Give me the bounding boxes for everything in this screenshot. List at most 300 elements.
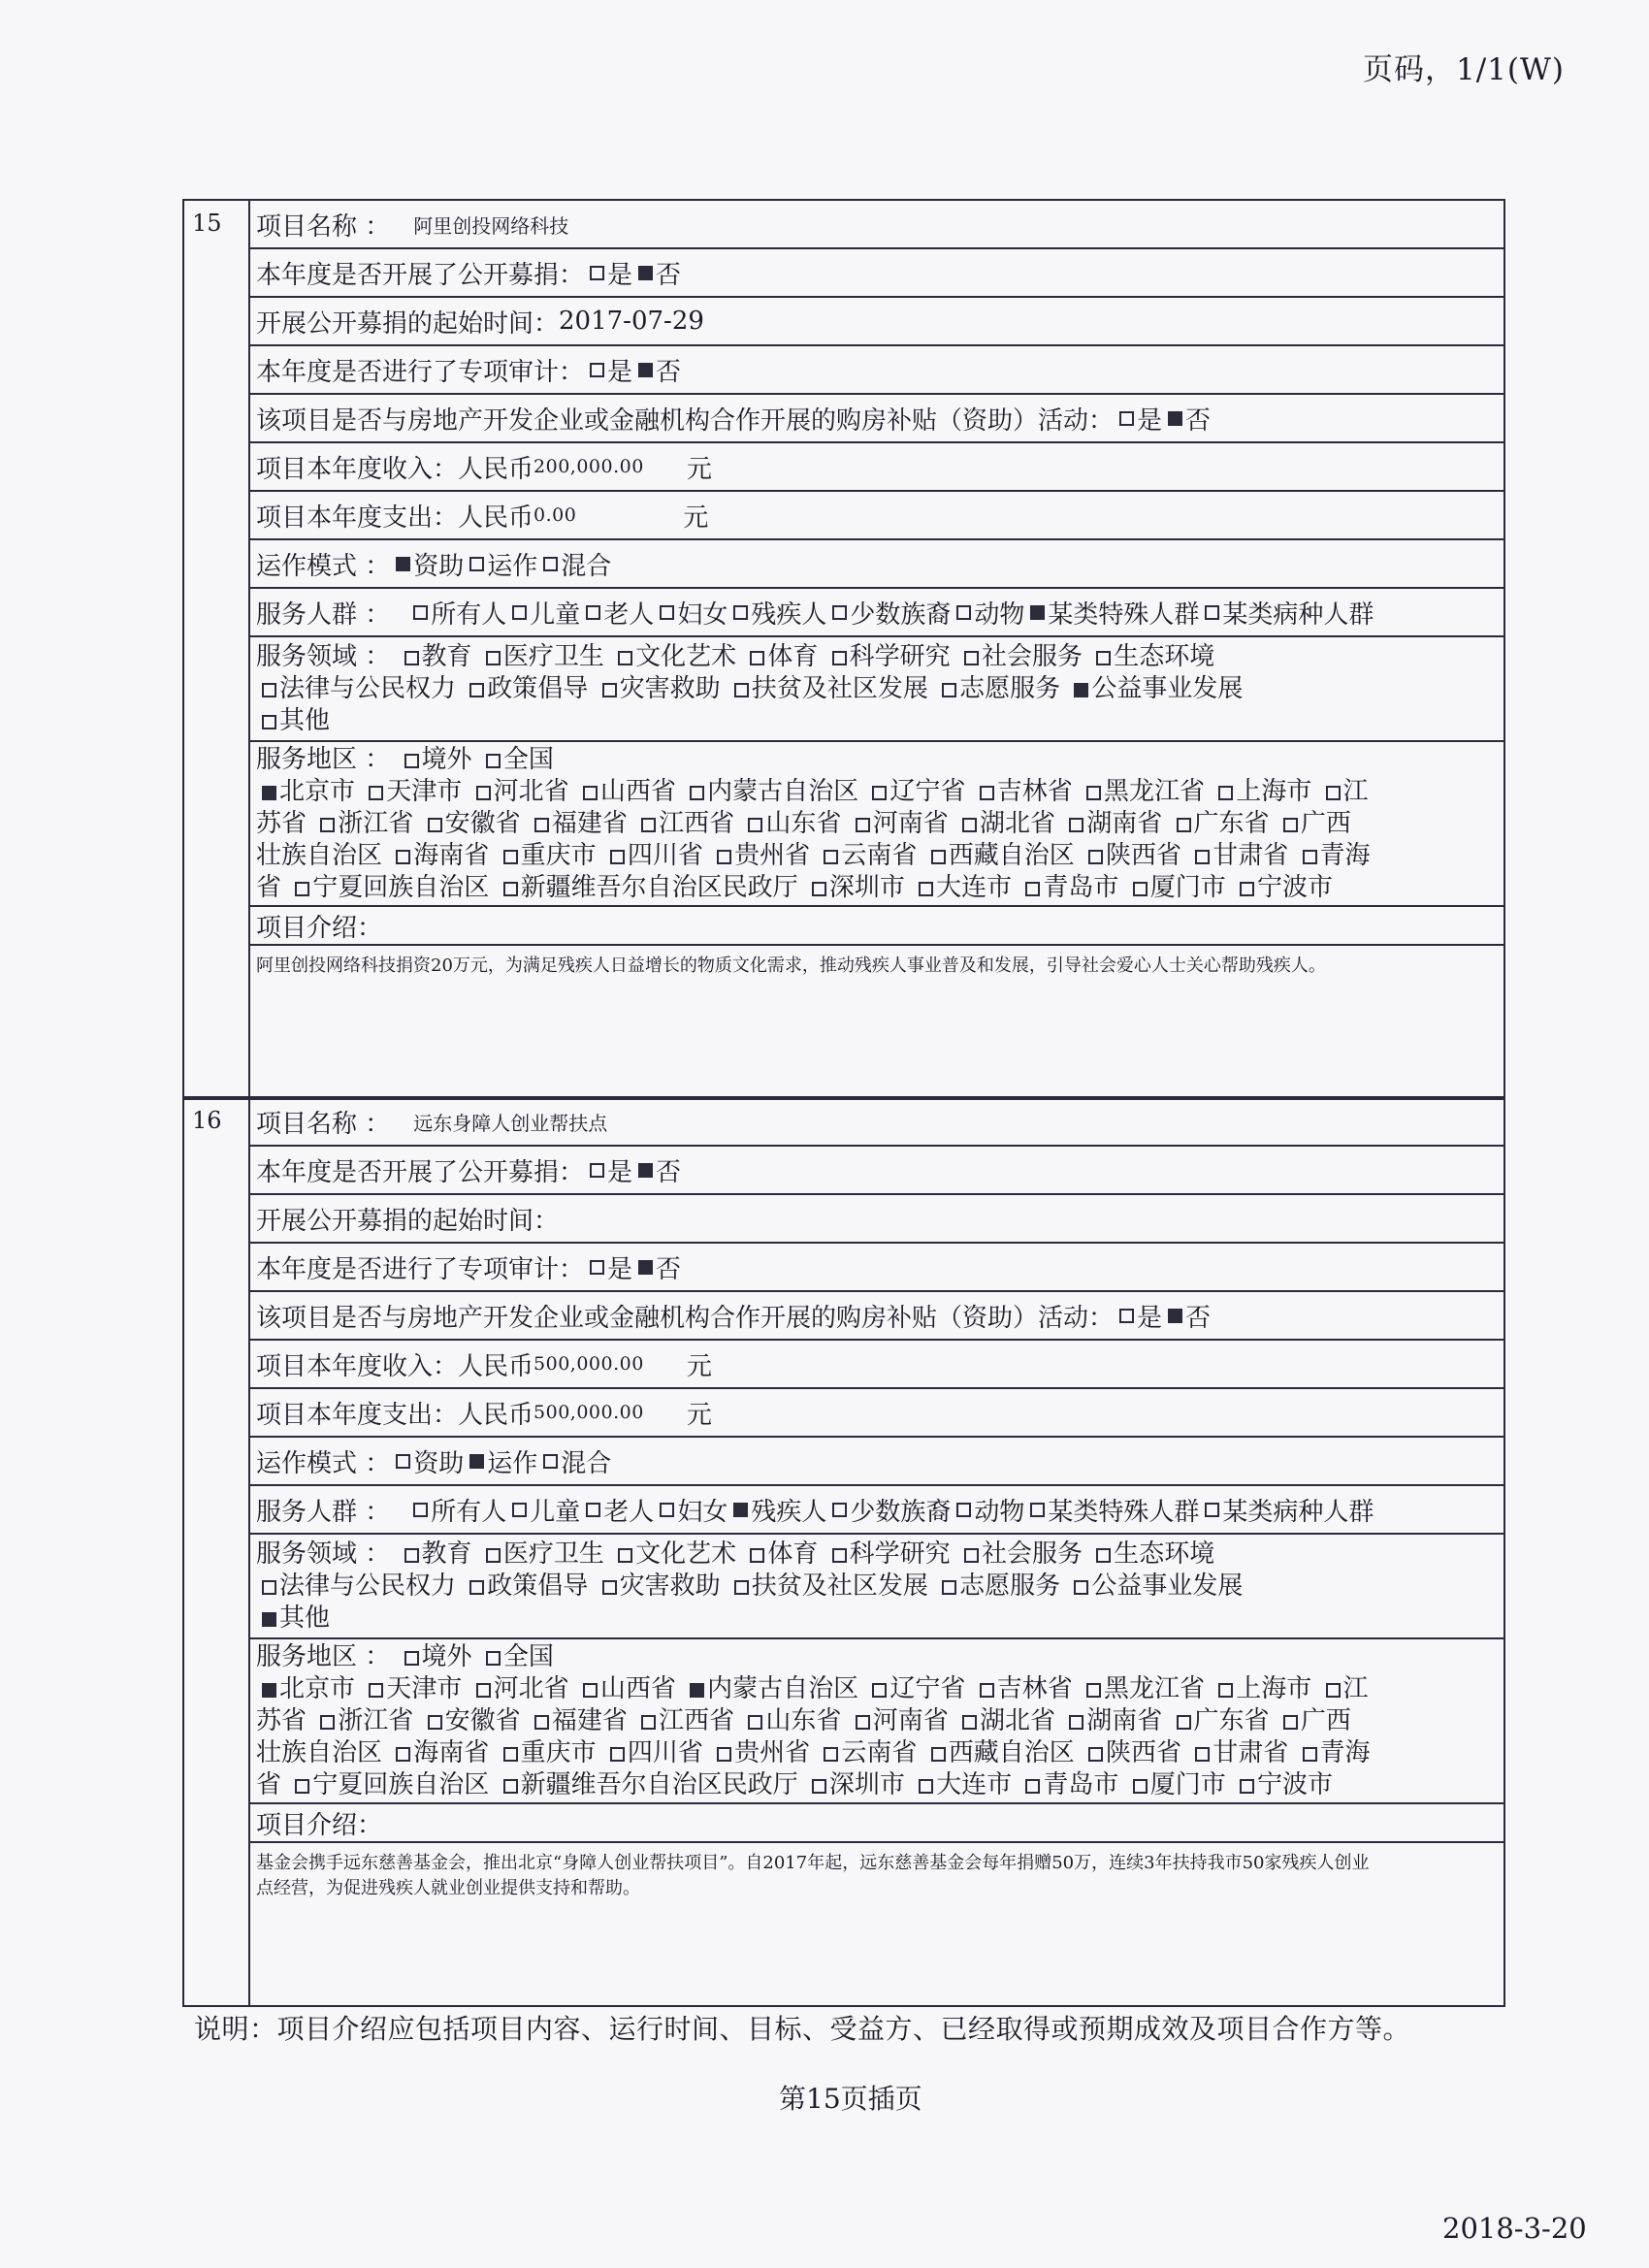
field-checkbox[interactable] [964,651,979,665]
region-checkbox[interactable] [641,818,656,832]
region-option: 宁夏回族自治区 [312,1769,490,1799]
no-label: 否 [656,357,682,387]
region-option: 青岛市 [1043,1769,1119,1799]
fundraising-start-row [250,298,1504,346]
field-option: 其他 [279,1603,331,1633]
region-checkbox[interactable] [931,850,946,864]
region-option: 福建省 [551,808,628,838]
region-option: 辽宁省 [889,776,966,806]
yes-label: 是 [1137,1303,1163,1333]
income-value: 200,000.00 [534,456,644,477]
region-option: 湖北省 [979,1705,1055,1735]
region-checkbox[interactable] [583,786,598,800]
project-name-row [250,1098,1504,1147]
checkbox-no[interactable] [1168,411,1182,426]
region-checkbox[interactable] [369,1683,383,1698]
special-audit-label: 本年度是否进行了专项审计： [256,1254,585,1284]
introduction-row [250,946,1504,1098]
field-checkbox[interactable] [404,651,419,665]
group-option: 老人 [603,599,655,630]
region-option: 青岛市 [1043,872,1119,902]
mode-checkbox-2[interactable] [543,1454,558,1469]
region-checkbox[interactable] [1240,1779,1254,1794]
expense-value: 500,000.00 [534,1402,644,1423]
region-checkbox[interactable] [428,1715,442,1730]
region-checkbox[interactable] [610,1747,625,1762]
region-checkbox[interactable] [1069,1715,1083,1730]
yes-label: 是 [607,1157,633,1187]
introduction-text: 阿里创投网络科技捐资20万元，为满足残疾人日益增长的物质文化需求，推动残疾人事业普及和发展，引导社会爱心人士关心帮助残疾人。 [256,956,1326,976]
region-option: 浙江省 [338,808,414,838]
field-checkbox[interactable] [1096,651,1111,665]
region-option: 厦门市 [1149,872,1226,902]
field-option: 法律与公民权力 [279,673,457,703]
yes-label: 是 [1137,405,1163,436]
field-option: 灾害救助 [619,1571,721,1601]
checkbox-yes[interactable] [1119,411,1134,426]
field-checkbox[interactable] [486,651,501,665]
service-group-row [250,589,1504,637]
group-checkbox[interactable] [512,1503,527,1517]
region-checkbox[interactable] [1326,1683,1341,1698]
field-checkbox[interactable] [262,715,276,729]
field-checkbox[interactable] [1074,683,1088,697]
region-checkbox[interactable] [295,882,309,896]
region-checkbox[interactable] [856,818,870,832]
group-checkbox[interactable] [1205,605,1219,620]
mode-option: 混合 [561,1448,612,1478]
region-checkbox[interactable] [1086,1683,1101,1698]
field-checkbox[interactable] [486,1548,501,1563]
region-checkbox[interactable] [1025,1779,1040,1794]
region-checkbox[interactable] [980,1683,994,1698]
region-checkbox[interactable] [1025,882,1040,896]
mode-checkbox-1[interactable] [469,557,484,571]
group-option: 某类病种人群 [1222,599,1374,630]
special-audit-row [250,1244,1504,1292]
field-option: 法律与公民权力 [279,1571,457,1601]
mode-option: 运作 [487,551,538,581]
field-checkbox[interactable] [1096,1548,1111,1563]
group-checkbox[interactable] [733,605,748,620]
introduction-label: 项目介绍： [256,913,383,943]
region-option: 江西省 [659,1705,735,1735]
region-option: 河北省 [493,1673,569,1703]
region-option: 云南省 [841,840,918,870]
region-option: 江西省 [659,808,735,838]
yes-label: 是 [607,357,633,387]
project-block-15 [182,199,1505,1100]
checkbox-no[interactable] [1168,1309,1182,1323]
region-checkbox[interactable] [262,786,276,800]
checkbox-yes[interactable] [590,266,604,280]
introduction-row [250,1843,1504,2005]
region-option: 四川省 [627,840,703,870]
field-option: 志愿服务 [959,673,1061,703]
area-checkbox[interactable] [404,754,419,768]
introduction-label: 项目介绍： [256,1810,383,1840]
region-checkbox[interactable] [476,1683,491,1698]
field-checkbox[interactable] [602,1580,617,1595]
region-option: 云南省 [841,1737,918,1767]
housing-subsidy-row [250,1292,1504,1341]
region-option: 安徽省 [444,1705,521,1735]
region-checkbox[interactable] [980,786,994,800]
region-option: 福建省 [551,1705,628,1735]
project-name-label: 项目名称 ： [256,1109,391,1139]
fundraising-start-label: 开展公开募捐的起始时间： [256,1206,560,1236]
region-option: 大连市 [936,1769,1013,1799]
service-field-label: 服务领域 ： [256,1539,391,1569]
region-option: 海南省 [413,1737,490,1767]
region-option: 海南省 [413,840,490,870]
no-label: 否 [1185,1303,1212,1333]
region-checkbox[interactable] [503,1747,518,1762]
area-option: 全国 [502,744,554,774]
region-option: 江 [1342,776,1369,806]
service-area-row [250,742,1504,907]
field-checkbox[interactable] [750,1548,764,1563]
expense-value: 0.00 [534,504,577,526]
project-name-row [250,201,1504,249]
income-row [250,443,1504,492]
expense-label: 项目本年度支出：人民币 [256,502,534,533]
group-checkbox[interactable] [956,1503,971,1517]
mode-option: 混合 [561,551,612,581]
region-checkbox[interactable] [1218,1683,1233,1698]
region-checkbox[interactable] [476,786,491,800]
region-option: 黑龙江省 [1103,1673,1205,1703]
group-checkbox[interactable] [660,605,674,620]
region-checkbox[interactable] [1133,1779,1148,1794]
income-label: 项目本年度收入：人民币 [256,454,534,484]
field-option: 政策倡导 [487,673,589,703]
region-checkbox[interactable] [919,1779,933,1794]
region-checkbox[interactable] [812,1779,826,1794]
region-option: 上海市 [1236,1673,1312,1703]
region-option: 甘肃省 [1212,1737,1289,1767]
region-option: 内蒙古自治区 [707,1673,859,1703]
field-checkbox[interactable] [750,651,764,665]
region-checkbox[interactable] [690,1683,704,1698]
group-checkbox[interactable] [733,1503,748,1517]
service-group-row [250,1486,1504,1535]
group-option: 儿童 [530,1497,581,1527]
field-checkbox[interactable] [734,1580,749,1595]
region-option: 陕西省 [1105,840,1181,870]
region-option: 省 [256,872,282,902]
region-checkbox[interactable] [610,850,625,864]
region-checkbox[interactable] [872,1683,887,1698]
region-checkbox[interactable] [1218,786,1233,800]
region-checkbox[interactable] [295,1779,309,1794]
group-option: 少数族裔 [850,1497,952,1527]
project-name-value: 远东身障人创业帮扶点 [413,1111,608,1135]
mode-option: 资助 [413,1448,465,1478]
region-option: 广西 [1300,1705,1351,1735]
operation-mode-label: 运作模式 ： [256,551,391,581]
region-checkbox[interactable] [262,1683,276,1698]
field-checkbox[interactable] [469,1580,484,1595]
region-checkbox[interactable] [503,882,518,896]
region-option: 辽宁省 [889,1673,966,1703]
checkbox-yes[interactable] [590,1260,604,1275]
region-option: 四川省 [627,1737,703,1767]
group-checkbox[interactable] [512,605,527,620]
income-value: 500,000.00 [534,1353,644,1375]
checkbox-no[interactable] [638,363,653,377]
field-option: 志愿服务 [959,1571,1061,1601]
field-checkbox[interactable] [1074,1580,1088,1595]
region-checkbox[interactable] [856,1715,870,1730]
region-option: 河南省 [872,808,949,838]
mode-checkbox-0[interactable] [396,557,410,571]
project-name-label: 项目名称 ： [256,211,391,242]
page-code: 页码，1/1(W) [1363,52,1565,87]
currency-unit: 元 [686,1400,712,1430]
field-checkbox[interactable] [618,1548,632,1563]
currency-unit: 元 [686,1351,712,1381]
region-checkbox[interactable] [503,850,518,864]
region-checkbox[interactable] [1326,786,1341,800]
checkbox-yes[interactable] [1119,1309,1134,1323]
region-checkbox[interactable] [583,1683,598,1698]
yes-label: 是 [607,260,633,290]
region-checkbox[interactable] [369,786,383,800]
field-option: 科学研究 [849,641,951,671]
region-checkbox[interactable] [717,850,731,864]
field-checkbox[interactable] [404,1548,419,1563]
region-option: 山西省 [599,1673,676,1703]
region-checkbox[interactable] [962,818,977,832]
region-checkbox[interactable] [872,786,887,800]
region-checkbox[interactable] [1195,850,1210,864]
mode-checkbox-1[interactable] [469,1454,484,1469]
region-checkbox[interactable] [320,818,335,832]
checkbox-no[interactable] [638,1260,653,1275]
region-checkbox[interactable] [534,818,549,832]
region-option: 山东省 [765,808,842,838]
field-checkbox[interactable] [832,1548,847,1563]
field-option: 社会服务 [981,1539,1083,1569]
housing-subsidy-label: 该项目是否与房地产开发企业或金融机构合作开展的购房补贴（资助）活动： [256,1303,1115,1333]
field-option: 生态环境 [1114,1539,1215,1569]
region-option: 苏省 [256,1705,307,1735]
region-checkbox[interactable] [1133,882,1148,896]
region-checkbox[interactable] [962,1715,977,1730]
field-option: 灾害救助 [619,673,721,703]
area-option: 境外 [421,1641,472,1671]
field-checkbox[interactable] [832,651,847,665]
group-checkbox[interactable] [1030,1503,1045,1517]
region-checkbox[interactable] [1303,850,1317,864]
region-checkbox[interactable] [320,1715,335,1730]
operation-mode-row [250,540,1504,589]
region-option: 湖南省 [1086,1705,1163,1735]
region-option: 宁波市 [1256,1769,1333,1799]
field-option: 医疗卫生 [502,641,604,671]
field-option: 政策倡导 [487,1571,589,1601]
special-audit-label: 本年度是否进行了专项审计： [256,357,585,387]
field-option: 体育 [767,641,819,671]
expense-label: 项目本年度支出：人民币 [256,1400,534,1430]
group-checkbox[interactable] [1205,1503,1219,1517]
region-checkbox[interactable] [1240,882,1254,896]
region-checkbox[interactable] [919,882,933,896]
region-checkbox[interactable] [1195,1747,1210,1762]
public-fundraising-row [250,249,1504,298]
region-checkbox[interactable] [1177,1715,1191,1730]
field-option: 教育 [421,641,472,671]
expense-row [250,1389,1504,1438]
region-checkbox[interactable] [396,1747,410,1762]
field-option: 文化艺术 [635,641,737,671]
region-option: 湖北省 [979,808,1055,838]
region-option: 陕西省 [1105,1737,1181,1767]
group-checkbox[interactable] [1030,605,1045,620]
group-option: 残疾人 [751,1497,827,1527]
region-option: 北京市 [279,1673,356,1703]
field-checkbox[interactable] [964,1548,979,1563]
group-option: 妇女 [677,1497,728,1527]
group-checkbox[interactable] [586,1503,600,1517]
region-checkbox[interactable] [748,818,762,832]
mode-option: 资助 [413,551,465,581]
region-checkbox[interactable] [812,882,826,896]
mode-checkbox-0[interactable] [396,1454,410,1469]
group-checkbox[interactable] [413,605,428,620]
checkbox-no[interactable] [638,266,653,280]
region-checkbox[interactable] [1088,850,1103,864]
region-option: 北京市 [279,776,356,806]
field-checkbox[interactable] [734,683,749,697]
group-option: 所有人 [431,1497,507,1527]
operation-mode-row [250,1438,1504,1486]
region-checkbox[interactable] [748,1715,762,1730]
field-checkbox[interactable] [942,1580,956,1595]
region-option: 重庆市 [520,1737,597,1767]
field-checkbox[interactable] [469,683,484,697]
region-option: 甘肃省 [1212,840,1289,870]
introduction-text: 基金会携手远东慈善基金会，推出北京“身障人创业帮扶项目”。自2017年起，远东慈善基金会每年捐赠50万，连续3年扶持我市50家残疾人创业点经营，为促进残疾人就业创业提供支持和帮助。 [256,1853,1370,1898]
region-checkbox[interactable] [1069,818,1083,832]
region-option: 青海 [1319,840,1371,870]
checkbox-no[interactable] [638,1163,653,1178]
group-option: 某类特殊人群 [1048,599,1200,630]
field-checkbox[interactable] [262,1580,276,1595]
region-option: 上海市 [1236,776,1312,806]
checkbox-yes[interactable] [590,1163,604,1178]
currency-unit: 元 [683,502,709,533]
field-checkbox[interactable] [262,1612,276,1627]
service-area-row [250,1639,1504,1804]
mode-checkbox-2[interactable] [543,557,558,571]
region-option: 深圳市 [828,1769,905,1799]
region-option: 山西省 [599,776,676,806]
fundraising-start-label: 开展公开募捐的起始时间： [256,308,560,339]
area-checkbox[interactable] [486,1651,501,1666]
region-option: 吉林省 [996,1673,1073,1703]
field-option: 教育 [421,1539,472,1569]
service-group-label: 服务人群 ： [256,1497,391,1527]
field-checkbox[interactable] [262,683,276,697]
region-option: 壮族自治区 [256,840,383,870]
group-checkbox[interactable] [956,605,971,620]
field-option: 医疗卫生 [502,1539,604,1569]
field-checkbox[interactable] [618,651,632,665]
group-checkbox[interactable] [586,605,600,620]
region-checkbox[interactable] [824,850,838,864]
project-number: 15 [184,201,250,1098]
field-checkbox[interactable] [942,683,956,697]
field-option: 生态环境 [1114,641,1215,671]
region-checkbox[interactable] [1303,1747,1317,1762]
area-checkbox[interactable] [486,754,501,768]
region-option: 广西 [1300,808,1351,838]
region-checkbox[interactable] [428,818,442,832]
region-checkbox[interactable] [824,1747,838,1762]
region-checkbox[interactable] [717,1747,731,1762]
region-option: 厦门市 [1149,1769,1226,1799]
region-option: 黑龙江省 [1103,776,1205,806]
group-option: 妇女 [677,599,728,630]
region-checkbox[interactable] [1177,818,1191,832]
group-option: 动物 [974,599,1025,630]
service-field-row [250,637,1504,742]
region-checkbox[interactable] [690,786,704,800]
region-checkbox[interactable] [1086,786,1101,800]
group-option: 少数族裔 [850,599,952,630]
region-checkbox[interactable] [641,1715,656,1730]
introduction-label-row [250,1804,1504,1843]
region-checkbox[interactable] [396,850,410,864]
region-option: 内蒙古自治区 [707,776,859,806]
field-option: 科学研究 [849,1539,951,1569]
no-label: 否 [656,260,682,290]
region-option: 广东省 [1193,808,1270,838]
region-checkbox[interactable] [1283,818,1298,832]
region-option: 宁夏回族自治区 [312,872,490,902]
group-checkbox[interactable] [832,1503,847,1517]
introduction-label-row [250,907,1504,946]
operation-mode-label: 运作模式 ： [256,1448,391,1478]
area-checkbox[interactable] [404,1651,419,1666]
group-checkbox[interactable] [660,1503,674,1517]
checkbox-yes[interactable] [590,363,604,377]
group-checkbox[interactable] [413,1503,428,1517]
region-option: 西藏自治区 [948,1737,1075,1767]
service-area-label: 服务地区 ： [256,744,391,774]
region-checkbox[interactable] [1088,1747,1103,1762]
group-checkbox[interactable] [832,605,847,620]
service-field-label: 服务领域 ： [256,641,391,671]
region-checkbox[interactable] [1283,1715,1298,1730]
field-checkbox[interactable] [602,683,617,697]
service-field-row [250,1535,1504,1639]
region-checkbox[interactable] [931,1747,946,1762]
field-option: 公益事业发展 [1091,673,1244,703]
region-checkbox[interactable] [534,1715,549,1730]
no-label: 否 [1185,405,1212,436]
region-option: 新疆维吾尔自治区民政厅 [520,872,798,902]
group-option: 某类特殊人群 [1048,1497,1200,1527]
region-option: 江 [1342,1673,1369,1703]
region-option: 大连市 [936,872,1013,902]
region-checkbox[interactable] [503,1779,518,1794]
public-fundraising-row [250,1147,1504,1195]
public-fundraising-label: 本年度是否开展了公开募捐： [256,1157,585,1187]
fundraising-start-row [250,1195,1504,1244]
